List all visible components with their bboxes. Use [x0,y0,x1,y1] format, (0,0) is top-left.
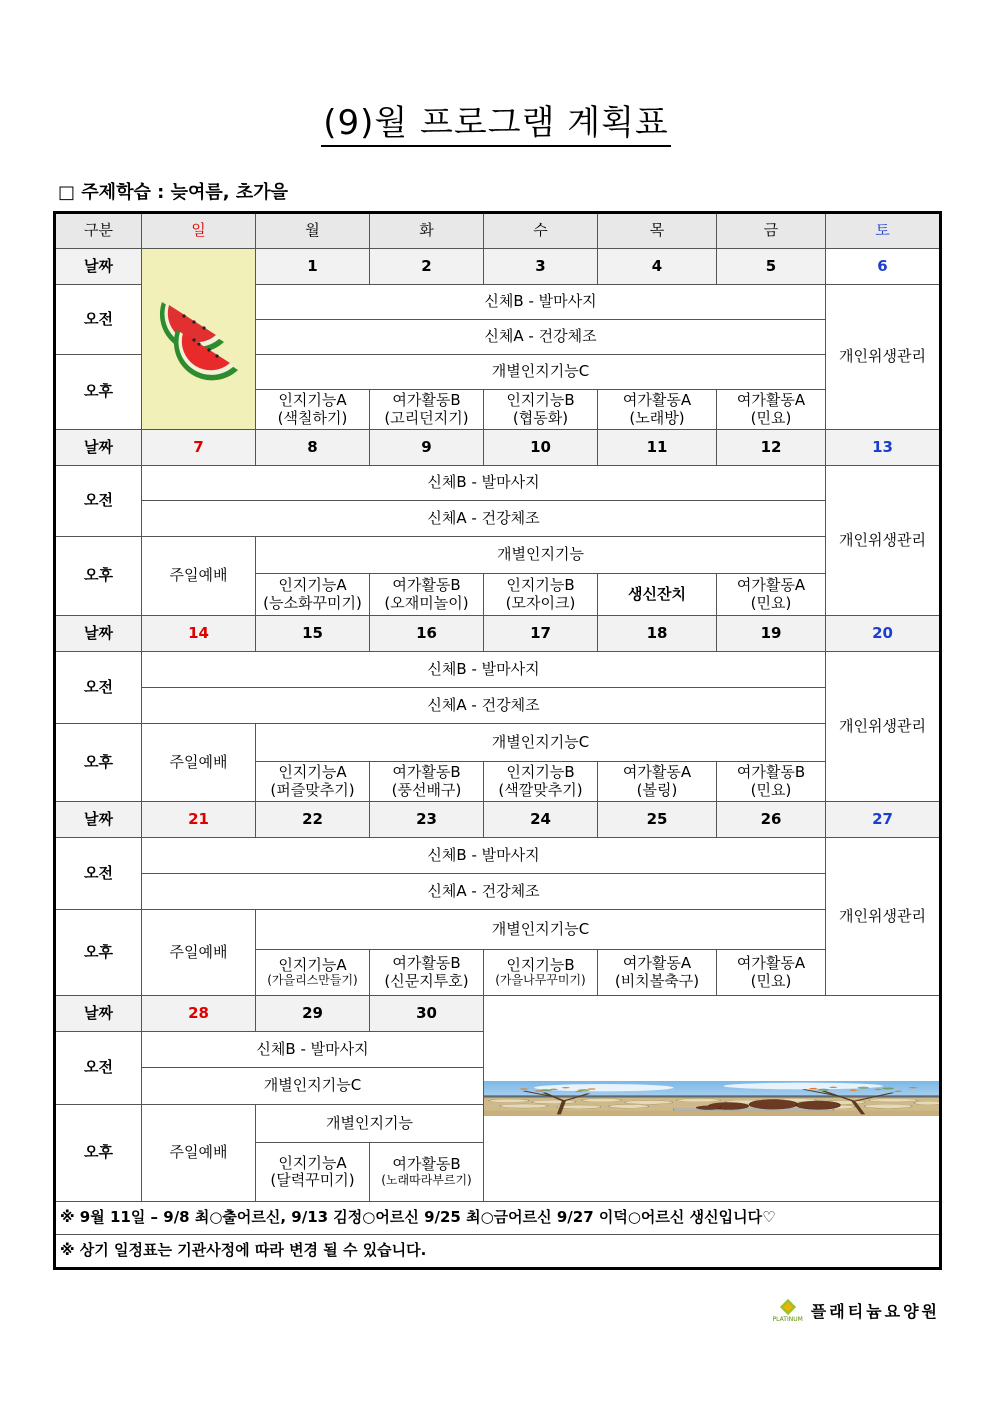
page-title: (9)월 프로그램 계획표 [0,95,992,144]
platinum-logo-icon: PLATINUM [773,1298,803,1323]
note-row [55,1235,941,1269]
date-cell: 25 [598,802,717,838]
activity-cell: 인지기능A (가을리스만들기) [256,950,370,996]
date-cell: 12 [717,430,826,466]
note-row [55,1202,941,1235]
activity-cell: 여가활동A (민요) [717,950,826,996]
date-cell-sat: 6 [826,249,941,285]
activity-cell: 인지기능B (색깔맞추기) [484,762,598,802]
date-cell: 26 [717,802,826,838]
header-sun: 일 [142,213,256,249]
activity-am1: 신체B - 발마사지 [142,466,826,501]
activity-cell: 인지기능B (협동화) [484,390,598,430]
date-cell: 11 [598,430,717,466]
date-row [55,802,941,838]
row-label-pm: 오후 [55,537,142,616]
activity-cell: 여가활동A (노래방) [598,390,717,430]
change-notice: ※ 상기 일정표는 기관사정에 따라 변경 될 수 있습니다. [55,1235,941,1269]
activity-pm-cog: 개별인지기능C [256,355,826,390]
header-row [55,213,941,249]
row-label-pm: 오후 [55,355,142,430]
footer-brand [773,1298,940,1323]
date-cell: 30 [370,996,484,1032]
activity-am1: 신체B - 발마사지 [142,652,826,688]
header-mon: 월 [256,213,370,249]
date-cell: 15 [256,616,370,652]
date-cell: 16 [370,616,484,652]
date-cell: 17 [484,616,598,652]
row-label-pm: 오후 [55,910,142,996]
activity-cell: 여가활동A (민요) [717,390,826,430]
autumn-persimmon-illustration [484,1081,939,1116]
activity-cell: 여가활동B (풍선배구) [370,762,484,802]
date-cell: 22 [256,802,370,838]
checkbox-icon: □ [58,182,76,203]
date-row [55,996,941,1032]
date-cell: 24 [484,802,598,838]
activity-cell: 여가활동B (고리던지기) [370,390,484,430]
activity-cell: 여가활동B (신문지투호) [370,950,484,996]
activity-cell: 인지기능A (퍼즐맞추기) [256,762,370,802]
date-row [55,430,941,466]
date-cell: 1 [256,249,370,285]
row-label-am: 오전 [55,1032,142,1105]
sunday-activity: 주일예배 [142,1105,256,1202]
activity-pm-cog: 개별인지기능C [256,724,826,762]
sunday-activity: 주일예배 [142,537,256,616]
activity-cell: 인지기능B (모자이크) [484,574,598,616]
saturday-activity: 개인위생관리 [826,652,941,802]
activity-am1: 신체B - 발마사지 [142,838,826,874]
theme-heading [58,178,288,204]
row-label-am: 오전 [55,652,142,724]
row-label-date: 날짜 [55,996,142,1032]
date-cell: 2 [370,249,484,285]
date-cell-sun: 14 [142,616,256,652]
header-thu: 목 [598,213,717,249]
date-cell: 3 [484,249,598,285]
date-cell-sun: 7 [142,430,256,466]
activity-am2: 개별인지기능C [142,1068,484,1105]
activity-pm-cog: 개별인지기능C [256,910,826,950]
sunday-activity: 주일예배 [142,724,256,802]
saturday-activity: 개인위생관리 [826,466,941,616]
sunday-activity: 주일예배 [142,910,256,996]
activity-cell: 인지기능B (가을나무꾸미기) [484,950,598,996]
header-label: 구분 [55,213,142,249]
row-label-date: 날짜 [55,249,142,285]
activity-cell: 인지기능A (달력꾸미기) [256,1143,370,1202]
saturday-activity: 개인위생관리 [826,285,941,430]
date-cell-sat: 13 [826,430,941,466]
row-label-am: 오전 [55,838,142,910]
activity-am2: 신체A - 건강체조 [142,501,826,537]
row-label-date: 날짜 [55,616,142,652]
theme-label: 주제학습 : 늦여름, 초가을 [81,182,289,203]
row-label-am: 오전 [55,466,142,537]
date-cell-sun: 21 [142,802,256,838]
date-cell: 8 [256,430,370,466]
date-cell: 4 [598,249,717,285]
activity-am2: 신체A - 건강체조 [256,320,826,355]
activity-am1: 신체B - 발마사지 [142,1032,484,1068]
date-row [55,249,941,285]
activity-cell: 여가활동A (민요) [717,574,826,616]
date-cell-sat: 20 [826,616,941,652]
header-tue: 화 [370,213,484,249]
activity-pm-cog: 개별인지기능 [256,1105,484,1143]
activity-cell: 여가활동B (민요) [717,762,826,802]
date-cell-sat: 27 [826,802,941,838]
row-label-date: 날짜 [55,430,142,466]
activity-cell: 인지기능A (색칠하기) [256,390,370,430]
row-label-pm: 오후 [55,724,142,802]
date-cell: 9 [370,430,484,466]
autumn-illustration-cell [484,996,941,1202]
date-cell: 18 [598,616,717,652]
date-cell: 10 [484,430,598,466]
row-label-date: 날짜 [55,802,142,838]
header-sat: 토 [826,213,941,249]
row-label-am: 오전 [55,285,142,355]
header-fri: 금 [717,213,826,249]
date-cell: 5 [717,249,826,285]
watermelon-icon [154,282,244,392]
activity-cell: 여가활동B (오재미놀이) [370,574,484,616]
activity-pm-cog: 개별인지기능 [256,537,826,574]
date-cell: 23 [370,802,484,838]
date-cell: 29 [256,996,370,1032]
activity-cell: 여가활동A (비치볼축구) [598,950,717,996]
date-cell-sun: 28 [142,996,256,1032]
birthday-note: ※ 9월 11일 – 9/8 최○출어르신, 9/13 김정○어르신 9/25 최○금어르신 9/27 이덕○어르신 생신입니다♡ [55,1202,941,1235]
row-label-pm: 오후 [55,1105,142,1202]
activity-am1: 신체B - 발마사지 [256,285,826,320]
activity-cell: 여가활동A (볼링) [598,762,717,802]
watermelon-cell [142,249,256,430]
organization-name: 플래티늄요양원 [810,1302,940,1321]
activity-cell-birthday: 생신잔치 [598,574,717,616]
activity-am2: 신체A - 건강체조 [142,688,826,724]
schedule-table [53,211,942,1270]
activity-am2: 신체A - 건강체조 [142,874,826,910]
activity-cell: 인지기능A (능소화꾸미기) [256,574,370,616]
activity-cell: 여가활동B (노래따라부르기) [370,1143,484,1202]
date-cell: 19 [717,616,826,652]
header-wed: 수 [484,213,598,249]
saturday-activity: 개인위생관리 [826,838,941,996]
date-row [55,616,941,652]
